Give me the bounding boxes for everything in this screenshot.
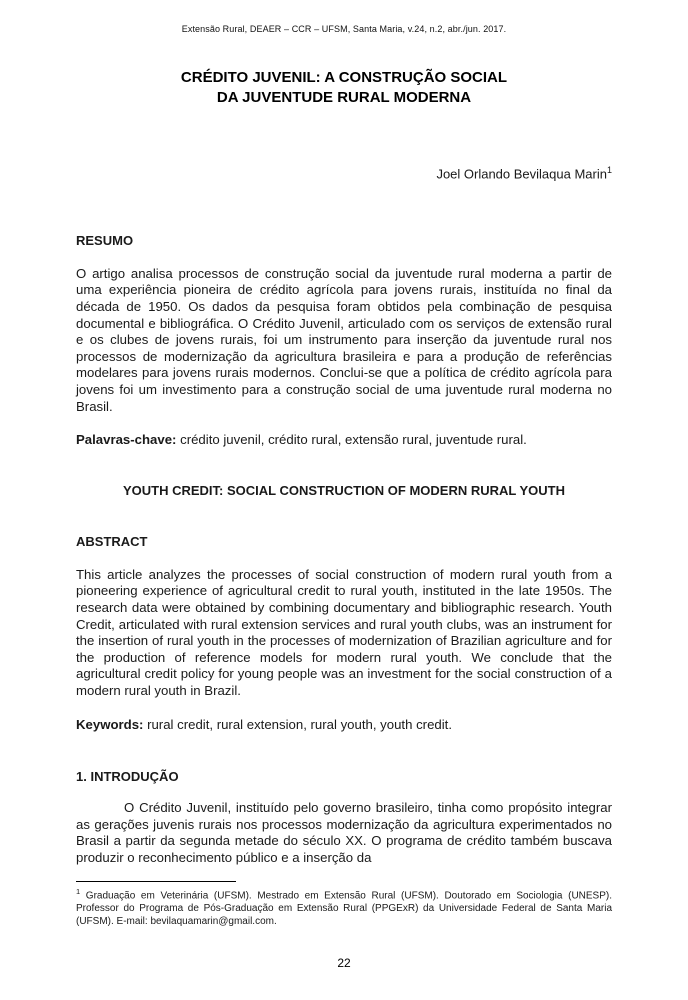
- introduction-heading: 1. INTRODUÇÃO: [76, 769, 179, 785]
- resumo-keywords: [76, 432, 612, 449]
- journal-header: Extensão Rural, DEAER – CCR – UFSM, Santa Maria, v.24, n.2, abr./jun. 2017.: [181, 24, 507, 34]
- english-title: YOUTH CREDIT: SOCIAL CONSTRUCTION OF MODERN RURAL YOUTH: [122, 482, 565, 498]
- footnote: [76, 881, 612, 928]
- paper-title-line2: DA JUVENTUDE RURAL MODERNA: [216, 89, 472, 107]
- abstract-keywords-label: Keywords:: [76, 716, 144, 732]
- resumo-heading: RESUMO: [76, 232, 134, 248]
- footnote-marker: 1: [76, 887, 81, 897]
- resumo-keywords-label: Palavras-chave:: [76, 432, 177, 448]
- author-name: Joel Orlando Bevilaqua Marin: [436, 165, 607, 181]
- abstract-body: This article analyzes the processes of social construction of modern rural youth from a pioneering experience of agricultural credit to rural youth, instituted in the late 1950s. The research data were obtained by combining documentary and bibliographic research. Youth Credit, articulated with rural extension services and rural youth clubs, was an instrument for the insertion of rural youth in the processes of modernization of Brazilian agriculture and for the production of reference models for modern rural youth. We conclude that the agricultural credit policy for young people was an investment for the social construction of a modern rural youth in Brazil.: [76, 566, 612, 698]
- introduction-body: O Crédito Juvenil, instituído pelo governo brasileiro, tinha como propósito integrar as gerações juvenis rurais nos processos modernização da agricultura experimentados no Brasil a partir da segunda metade do século XX. O programa de crédito também buscava produzir o reconhecimento público e a inserção da: [76, 800, 612, 865]
- paper-title-line1: CRÉDITO JUVENIL: A CONSTRUÇÃO SOCIAL: [180, 69, 508, 86]
- footnote-text: Graduação em Veterinária (UFSM). Mestrado em Extensão Rural (UFSM). Doutorado em Sociologia (UNESP). Professor do Programa de Pós-Graduação em Extensão Rural (PPGExR) da Universidade Federal de Santa Maria (UFSM). E-mail: bevilaquamarin@gmail.com.: [76, 890, 612, 927]
- abstract-keywords-text: rural credit, rural extension, rural youth, youth credit.: [143, 716, 453, 732]
- page-number: 22: [337, 956, 351, 970]
- author-line: [76, 165, 612, 181]
- resumo-keywords-text: crédito juvenil, crédito rural, extensão rural, juventude rural.: [176, 432, 527, 448]
- paper-title: [76, 68, 612, 109]
- footnote-rule: [236, 881, 612, 882]
- abstract-heading: ABSTRACT: [76, 533, 148, 549]
- resumo-body: O artigo analisa processos de construção social da juventude rural moderna a partir de uma experiência pioneira de crédito agrícola para jovens rurais, instituída no final da década de 1950. Os dados da pesquisa foram obtidos pela combinação de pesquisa documental e bibliográfica. O Crédito Juvenil, articulado com os serviços de extensão rural e os clubes de jovens rurais, foi um instrumento para inserção da juventude rural nos processos de modernização da agricultura brasileira e para a produção de referências modelares para jovens rurais modernos. Conclui-se que a política de crédito agrícola para jovens foi um investimento para a construção social de uma juventude rural moderna no Brasil.: [76, 265, 612, 414]
- abstract-keywords: [76, 717, 612, 734]
- author-footnote-ref: 1: [606, 164, 612, 175]
